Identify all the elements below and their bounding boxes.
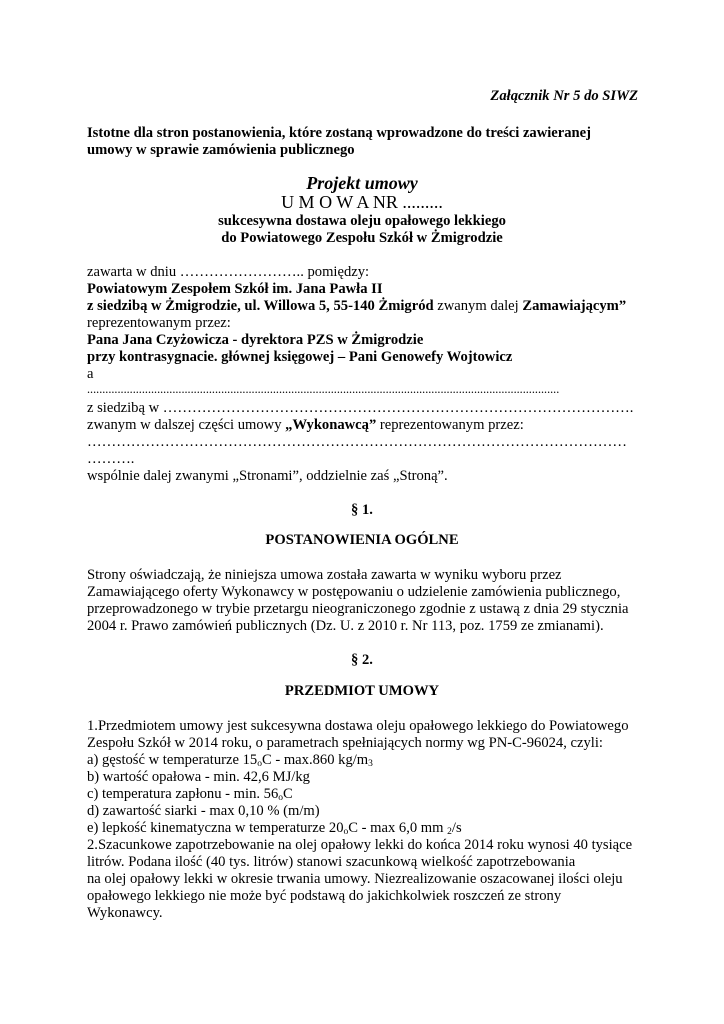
contractor-representative-placeholder-cont: ………. bbox=[87, 451, 135, 467]
subject-line-1: sukcesywna dostawa oleju opałowego lekkiego bbox=[218, 213, 506, 229]
contractor-called-text: zwanym w dalszej części umowy bbox=[87, 417, 286, 433]
parties-collective-line: wspólnie dalej zwanymi „Stronami”, oddzielnie zaś „Stroną”. bbox=[87, 468, 448, 484]
contractor-representative-placeholder: ………………………………………………………………………………………………… bbox=[87, 434, 627, 450]
param-sulphur: d) zawartość siarki - max 0,10 % (m/m) bbox=[87, 803, 320, 819]
param-density: a) gęstość w temperaturze $15_oC - \max.860$ $kg/m_3$ bbox=[87, 752, 373, 769]
section-1-paragraph-line: Strony oświadczają, że niniejsza umowa została zawarta w wyniku wyboru przez bbox=[87, 567, 562, 583]
concluded-on-line: zawarta w dniu …………………….. pomiędzy: bbox=[87, 264, 370, 280]
section-2-p1-line-1: 1.Przedmiotem umowy jest sukcesywna dostawa oleju opałowego lekkiego do Powiatowego bbox=[87, 718, 629, 734]
director-line: Pana Jana Czyżowicza - dyrektora PZS w Żmigrodzie bbox=[87, 332, 424, 348]
param-calorific-value: b) wartość opałowa - min. 42,6 MJ/kg bbox=[87, 769, 310, 785]
ordering-party-term: Zamawiającym” bbox=[522, 298, 627, 314]
attachment-label: Załącznik Nr 5 do SIWZ bbox=[490, 88, 638, 104]
contract-number: U M O W A NR ......... bbox=[281, 192, 443, 212]
school-name: Powiatowym Zespołem Szkół im. Jana Pawła II bbox=[87, 281, 383, 297]
contractor-name-placeholder: ........................................................................................................................................................... bbox=[87, 382, 560, 396]
subject-line-2: do Powiatowego Zespołu Szkół w Żmigrodzie bbox=[221, 230, 503, 246]
school-address: z siedzibą w Żmigrodzie, ul. Willowa 5, 55-140 Żmigród bbox=[87, 298, 434, 314]
contractor-represented-text: reprezentowanym przez: bbox=[376, 417, 524, 433]
contractor-term: „Wykonawcą” bbox=[285, 417, 377, 433]
contractor-seat-line: z siedzibą w ……………………………………………………………………………………. bbox=[87, 400, 634, 416]
and-line: a bbox=[87, 366, 94, 382]
param-flash-point: c) temperatura zapłonu - min. $56_oC$ bbox=[87, 786, 293, 803]
section-1-paragraph-line: 2004 r. Prawo zamówień publicznych (Dz. U. z 2010 r. Nr 113, poz. 1759 ze zmianami). bbox=[87, 618, 604, 634]
section-2-p2-line: na olej opałowy lekki w okresie trwania umowy. Niezrealizowanie oszacowanej ilości oleju bbox=[87, 871, 623, 887]
section-2-number: § 2. bbox=[351, 652, 373, 668]
section-2-p1-line-2: Zespołu Szkół w 2014 roku, o parametrach spełniających normy wg PN-C-96024, czyli: bbox=[87, 735, 603, 751]
section-1-paragraph-line: przeprowadzonego w trybie przetargu nieograniczonego zgodnie z ustawą z dnia 29 stycznia bbox=[87, 601, 629, 617]
intro-line-2: umowy w sprawie zamówienia publicznego bbox=[87, 142, 355, 158]
called-further: zwanym dalej bbox=[433, 298, 523, 314]
section-2-p2-line: litrów. Podana ilość (40 tys. litrów) stanowi szacunkową wielkość zapotrzebowania bbox=[87, 854, 576, 870]
section-1-heading: POSTANOWIENIA OGÓLNE bbox=[265, 532, 459, 548]
intro-line-1: Istotne dla stron postanowienia, które zostaną wprowadzone do treści zawieranej bbox=[87, 125, 592, 141]
section-1-paragraph-line: Zamawiającego oferty Wykonawcy w postępowaniu o udzielenie zamówienia publicznego, bbox=[87, 584, 621, 600]
accountant-line: przy kontrasygnacie. głównej księgowej – Pani Genowefy Wojtowicz bbox=[87, 349, 513, 365]
project-title: Projekt umowy bbox=[306, 173, 418, 193]
contractor-called-line bbox=[87, 417, 524, 434]
school-address-line bbox=[87, 298, 626, 315]
represented-by: reprezentowanym przez: bbox=[87, 315, 231, 331]
section-2-p2-line: opałowego lekkiego nie może być podstawą do jakichkolwiek roszczeń ze strony bbox=[87, 888, 562, 904]
section-2-heading: PRZEDMIOT UMOWY bbox=[284, 683, 440, 699]
section-2-p2-line: 2.Szacunkowe zapotrzebowanie na olej opałowy lekki do końca 2014 roku wynosi 40 tysiące bbox=[87, 837, 633, 853]
section-1-number: § 1. bbox=[351, 502, 373, 518]
section-2-p2-line: Wykonawcy. bbox=[87, 905, 163, 921]
param-viscosity: e) lepkość kinematyczna w temperaturze $20_oC$ - max 6,0 mm $_2$/s bbox=[87, 820, 462, 837]
